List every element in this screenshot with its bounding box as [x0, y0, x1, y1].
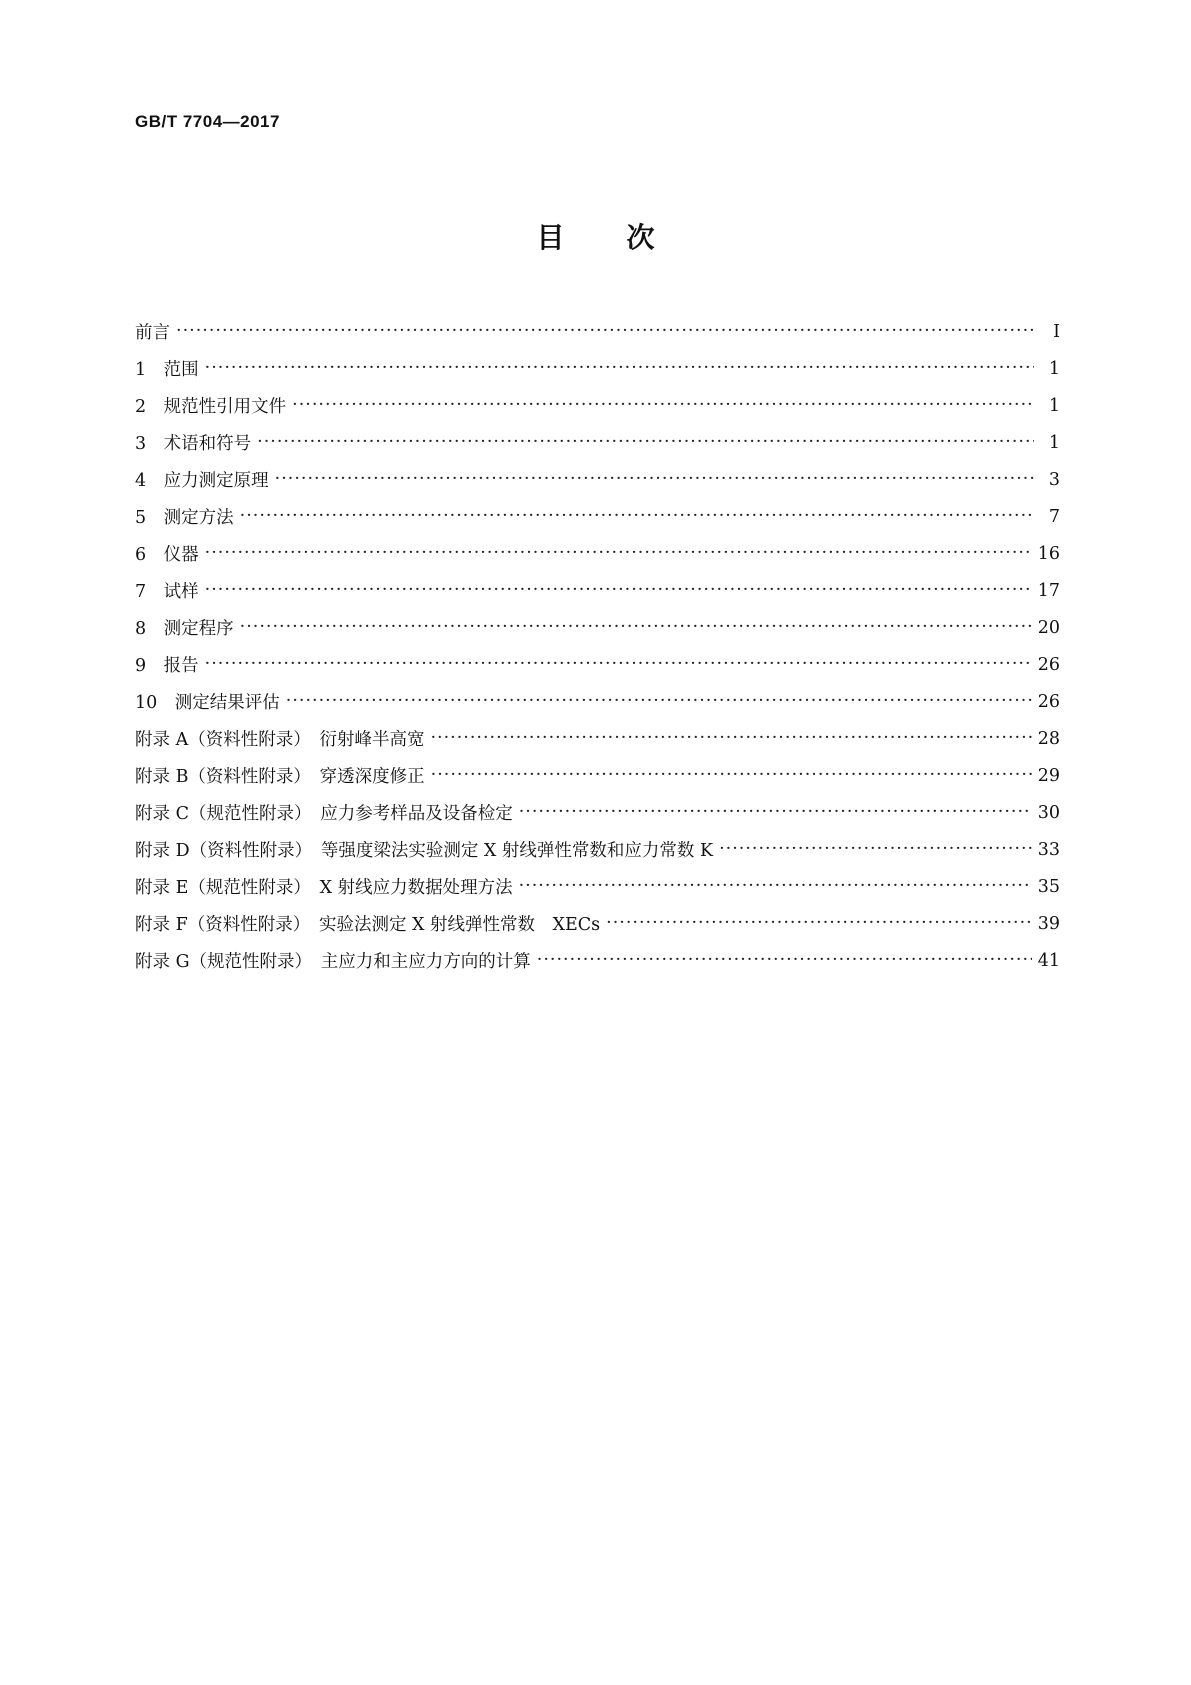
dot-leader — [240, 617, 1032, 638]
toc-entry-label: 9 报告 — [135, 656, 199, 676]
toc-entry-page: 41 — [1037, 950, 1060, 971]
toc-entry-label: 6 仪器 — [135, 545, 199, 565]
dot-leader — [240, 506, 1034, 527]
toc-entry-page: 7 — [1048, 506, 1060, 527]
toc-entry-page: 29 — [1037, 765, 1060, 786]
toc-entry-annex-d[interactable] — [135, 831, 1060, 868]
toc-entry-page: 26 — [1037, 691, 1060, 712]
toc-entry-label: 5 测定方法 — [135, 508, 234, 528]
toc-entry-label: 附录 G（规范性附录） 主应力和主应力方向的计算 — [135, 952, 531, 972]
toc-entry-page: 16 — [1037, 543, 1060, 564]
toc-entry-label: 附录 B（资料性附录） 穿透深度修正 — [135, 767, 425, 787]
toc-entry-page: 28 — [1037, 728, 1060, 749]
toc-entry-1[interactable] — [135, 350, 1060, 387]
dot-leader — [205, 580, 1032, 601]
toc-entry-page: 35 — [1037, 876, 1060, 897]
dot-leader — [275, 469, 1034, 490]
toc-entry-foreword[interactable] — [135, 313, 1060, 350]
standard-code: GB/T 7704—2017 — [135, 112, 280, 131]
dot-leader — [205, 654, 1032, 675]
dot-leader — [176, 321, 1034, 342]
toc-entry-annex-c[interactable] — [135, 794, 1060, 831]
toc-entry-8[interactable] — [135, 609, 1060, 646]
toc-entry-label: 前言 — [135, 323, 170, 343]
dot-leader — [286, 691, 1032, 712]
toc-entry-page: 3 — [1048, 469, 1060, 490]
toc-entry-label: 8 测定程序 — [135, 619, 234, 639]
toc-entry-label: 附录 F（资料性附录） 实验法测定 X 射线弹性常数 XECs — [135, 915, 601, 935]
toc-entry-page: 17 — [1037, 580, 1060, 601]
dot-leader — [205, 543, 1032, 564]
toc-entry-label: 10 测定结果评估 — [135, 693, 280, 713]
toc-entry-annex-a[interactable] — [135, 720, 1060, 757]
toc-entry-label: 附录 D（资料性附录） 等强度梁法实验测定 X 射线弹性常数和应力常数 K — [135, 841, 714, 861]
toc-entry-annex-g[interactable] — [135, 942, 1060, 979]
toc-entry-label: 4 应力测定原理 — [135, 471, 269, 491]
toc-entry-label: 2 规范性引用文件 — [135, 397, 287, 417]
toc-entry-page: 30 — [1037, 802, 1060, 823]
toc-entry-7[interactable] — [135, 572, 1060, 609]
toc-entry-3[interactable] — [135, 424, 1060, 461]
toc-entry-page: 1 — [1048, 432, 1060, 453]
toc-entry-label: 3 术语和符号 — [135, 434, 252, 454]
toc-entry-6[interactable] — [135, 535, 1060, 572]
toc-entry-page: 1 — [1048, 395, 1060, 416]
dot-leader — [519, 802, 1032, 823]
toc-entry-page: 26 — [1037, 654, 1060, 675]
dot-leader — [430, 728, 1031, 749]
toc-entry-annex-b[interactable] — [135, 757, 1060, 794]
toc-entry-annex-f[interactable] — [135, 905, 1060, 942]
toc-entry-annex-e[interactable] — [135, 868, 1060, 905]
toc-entry-2[interactable] — [135, 387, 1060, 424]
toc-entry-page: 33 — [1037, 839, 1060, 860]
toc-entry-page: 39 — [1037, 913, 1060, 934]
page-title: 目次 — [536, 221, 717, 254]
toc-entry-label: 附录 A（资料性附录） 衍射峰半高宽 — [135, 730, 425, 750]
toc-entry-label: 附录 E（规范性附录） X 射线应力数据处理方法 — [135, 878, 513, 898]
toc-entry-label: 1 范围 — [135, 360, 199, 380]
toc-entry-page: Ⅰ — [1053, 321, 1060, 342]
toc-entry-label: 7 试样 — [135, 582, 199, 602]
dot-leader — [292, 395, 1034, 416]
dot-leader — [519, 876, 1032, 897]
dot-leader — [606, 913, 1032, 934]
toc-entry-10[interactable] — [135, 683, 1060, 720]
toc-entry-page: 20 — [1037, 617, 1060, 638]
table-of-contents — [135, 313, 1060, 979]
dot-leader — [205, 358, 1034, 379]
toc-entry-9[interactable] — [135, 646, 1060, 683]
dot-leader — [719, 839, 1032, 860]
toc-entry-4[interactable] — [135, 461, 1060, 498]
toc-entry-5[interactable] — [135, 498, 1060, 535]
toc-entry-label: 附录 C（规范性附录） 应力参考样品及设备检定 — [135, 804, 513, 824]
dot-leader — [431, 765, 1032, 786]
toc-entry-page: 1 — [1048, 358, 1060, 379]
dot-leader — [257, 432, 1034, 453]
dot-leader — [537, 950, 1032, 971]
